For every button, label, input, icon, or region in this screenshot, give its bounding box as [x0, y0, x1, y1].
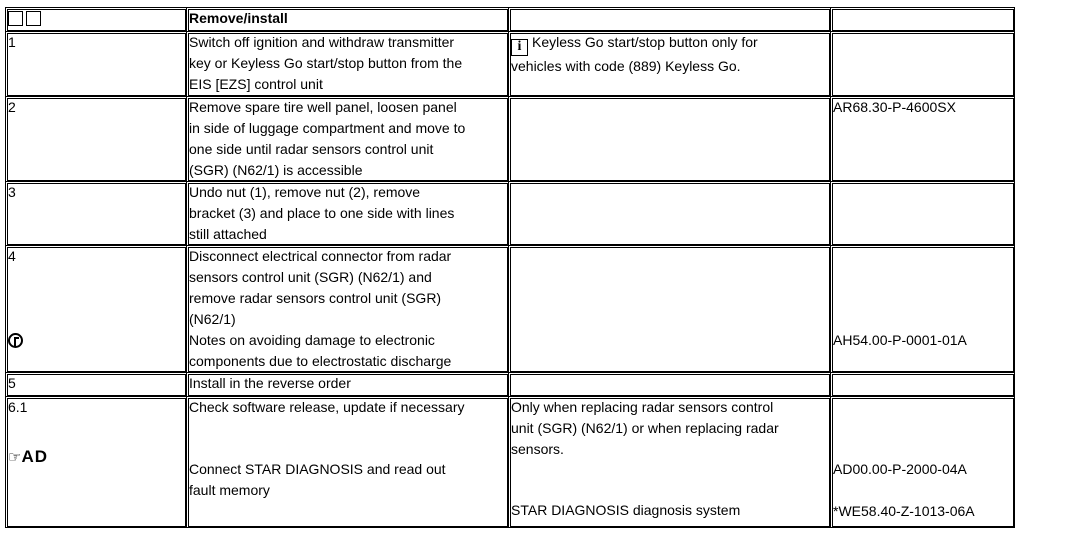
step-text: Undo nut (1), remove nut (2), remove bracket (3) and place to one side with lines still attached: [187, 182, 509, 246]
step-number: 3: [6, 182, 187, 246]
procedure-table: [5, 7, 1015, 528]
step-note: [509, 182, 831, 246]
table-row: [6, 246, 1015, 373]
step-note: i Keyless Go start/stop button only for vehicles with code (889) Keyless Go.: [509, 32, 831, 97]
table-header-row: [6, 8, 1015, 32]
step-number: 5: [6, 373, 187, 397]
step-ref: [831, 246, 1015, 373]
step-text: Switch off ignition and withdraw transmitter key or Keyless Go start/stop button from the EIS [EZS] control unit: [187, 32, 509, 97]
info-icon: i: [511, 39, 528, 56]
step-note: Only when replacing radar sensors control unit (SGR) (N62/1) or when replacing radar sensors. STAR DIAGNOSIS diagnosis system: [509, 397, 831, 528]
ad-label: AD: [21, 447, 49, 466]
step-number: 4: [6, 246, 187, 373]
step-note: [509, 97, 831, 182]
step-ref: [831, 373, 1015, 397]
step-number: 2: [6, 97, 187, 182]
step-text: Remove spare tire well panel, loosen panel in side of luggage compartment and move to one side until radar sensors control unit (SGR) (N62/1) is accessible: [187, 97, 509, 182]
step-number: 1: [6, 32, 187, 97]
step-text: Disconnect electrical connector from radar sensors control unit (SGR) (N62/1) and remove radar sensors control unit (SGR) (N62/1) Notes on avoiding damage to electronic components due to electrostatic discharge: [187, 246, 509, 373]
tool-ref-link[interactable]: *WE58.40-Z-1013-06A: [833, 503, 975, 519]
table-row: [6, 373, 1015, 397]
esd-ref-link[interactable]: AH54.00-P-0001-01A: [833, 332, 967, 348]
table-row: [6, 97, 1015, 182]
expand-icon[interactable]: [8, 11, 23, 26]
pointing-hand-icon: ☞: [8, 449, 22, 466]
step-ref: [831, 32, 1015, 97]
tool-name: STAR DIAGNOSIS diagnosis system: [511, 502, 741, 518]
esd-warning-icon: [8, 333, 23, 348]
step-note: [509, 246, 831, 373]
step-ref: [831, 397, 1015, 528]
header-empty-cell: [831, 8, 1015, 32]
collapse-icon[interactable]: [26, 11, 41, 26]
table-row: [6, 32, 1015, 97]
table-row: [6, 397, 1015, 528]
step-ref-link[interactable]: AR68.30-P-4600SX: [831, 97, 1015, 182]
table-row: [6, 182, 1015, 246]
header-icons-cell: [6, 8, 187, 32]
step-ref: [831, 182, 1015, 246]
header-title: Remove/install: [187, 8, 509, 32]
ad-ref-link[interactable]: AD00.00-P-2000-04A: [833, 461, 967, 477]
step-text: Check software release, update if necessary Connect STAR DIAGNOSIS and read out fault memory: [187, 397, 509, 528]
step-note: [509, 373, 831, 397]
step-text: Install in the reverse order: [187, 373, 509, 397]
step-number: 6.1 ☞AD: [6, 397, 187, 528]
header-empty-cell: [509, 8, 831, 32]
